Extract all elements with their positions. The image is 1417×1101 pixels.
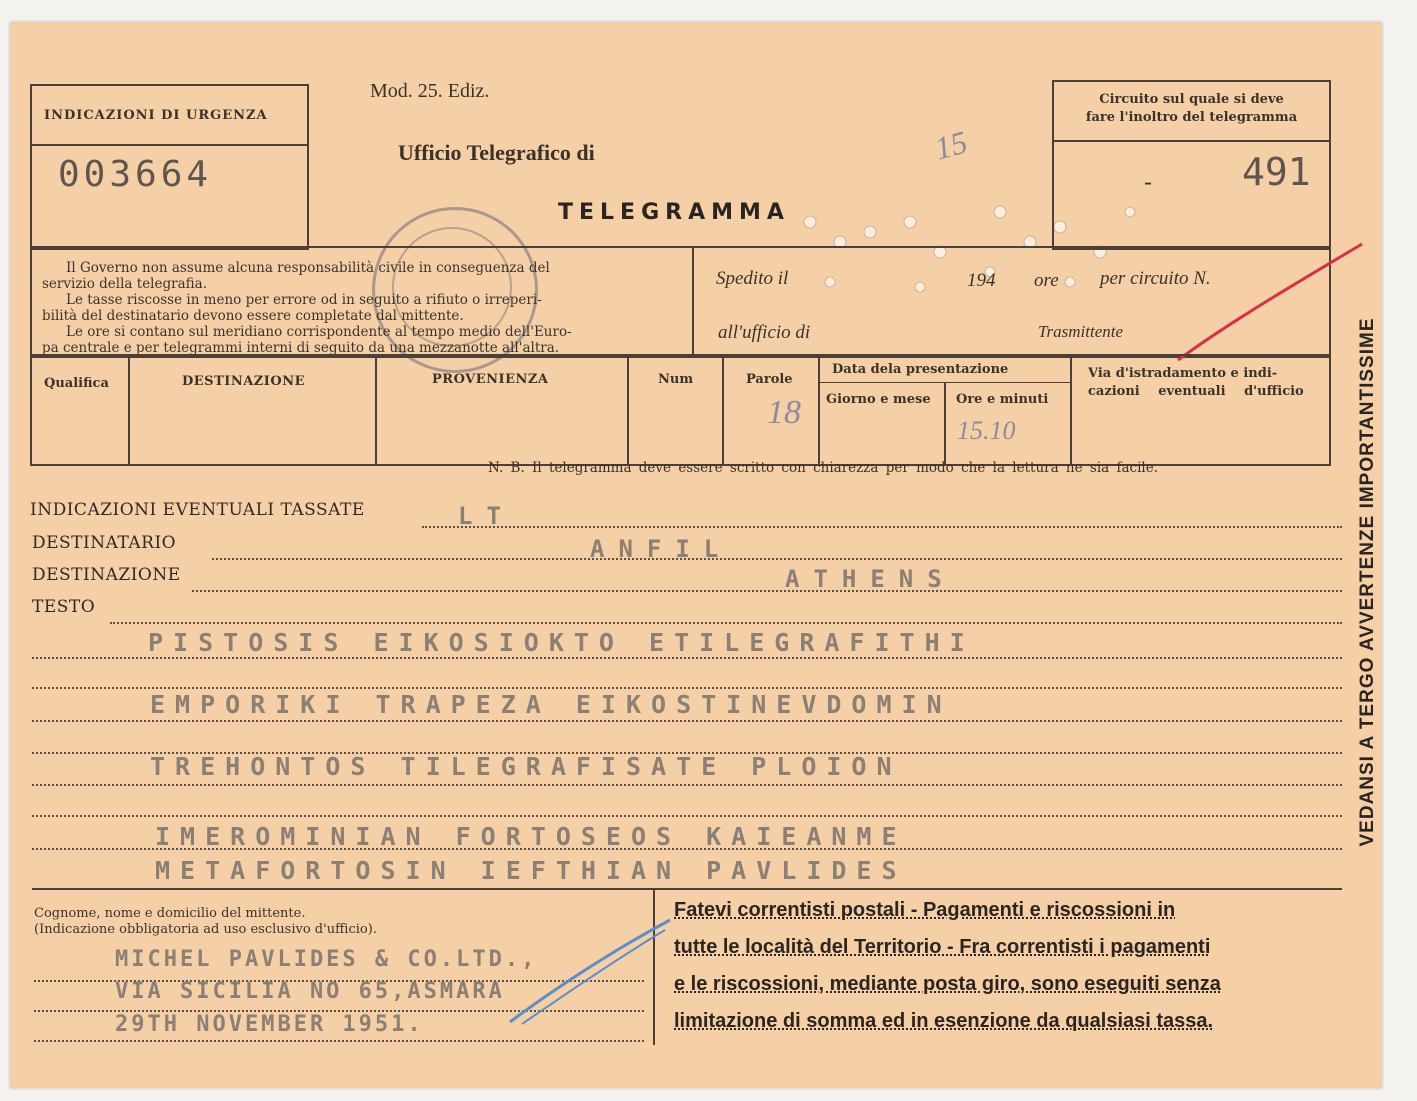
destinatario-value: ANFIL bbox=[590, 535, 733, 563]
circuit-dash: - bbox=[1144, 168, 1153, 196]
ore-value: 15.10 bbox=[957, 416, 1016, 445]
col-divider bbox=[722, 356, 724, 464]
body-line bbox=[32, 657, 1342, 659]
red-pen-stroke bbox=[1170, 232, 1370, 372]
destinazione-label: DESTINAZIONE bbox=[32, 565, 181, 585]
sender-label-2: (Indicazione obbligatoria ad uso esclusivo d'ufficio). bbox=[34, 922, 377, 937]
circuit-divider bbox=[1054, 140, 1329, 142]
col-divider bbox=[128, 356, 130, 464]
notice-line: limitazione di somma ed in esenzione da qualsiasi tassa. bbox=[674, 1010, 1214, 1032]
bottom-divider-top bbox=[32, 888, 1342, 890]
info-band bbox=[30, 246, 1331, 358]
urgency-label: INDICAZIONI DI URGENZA bbox=[44, 108, 268, 123]
col-divider bbox=[944, 382, 946, 464]
ore-minuti-header: Ore e minuti bbox=[956, 392, 1049, 407]
parole-value: 18 bbox=[767, 394, 801, 431]
data-header: Data dela presentazione bbox=[832, 362, 1009, 377]
indicazioni-label: INDICAZIONI EVENTUALI TASSATE bbox=[30, 500, 365, 520]
transmitter-label: Trasmittente bbox=[1038, 322, 1124, 341]
disclaimer-line: Le ore si contano sul meridiano corrispondente al tempo medio dell'Euro- bbox=[66, 324, 572, 340]
spedito-label: Spedito il bbox=[716, 268, 789, 289]
handwritten-mark: 15 bbox=[930, 123, 971, 167]
disclaimer-line: pa centrale e per telegrammi interni di seguito da una mezzanotte all'altra. bbox=[42, 340, 560, 356]
sender-name: MICHEL PAVLIDES & CO.LTD., bbox=[115, 947, 538, 972]
body-line bbox=[32, 720, 1342, 722]
disclaimer-line: Le tasse riscosse in meno per errore od in seguito a rifiuto o irreperi- bbox=[66, 292, 542, 308]
telegram-title: TELEGRAMMA bbox=[558, 200, 790, 225]
notice-line: Fatevi correntisti postali - Pagamenti e riscossioni in bbox=[674, 899, 1176, 921]
body-line bbox=[32, 784, 1342, 786]
office-label: Ufficio Telegrafico di bbox=[398, 140, 595, 165]
destinazione-line bbox=[192, 590, 1342, 592]
sender-label-1: Cognome, nome e domicilio del mittente. bbox=[34, 906, 306, 921]
message-line: PISTOSIS EIKOSIOKTO ETILEGRAFITHI bbox=[148, 628, 975, 657]
indicazioni-value: LT bbox=[458, 502, 515, 530]
testo-label: TESTO bbox=[32, 597, 96, 617]
circuit-number: 491 bbox=[1242, 150, 1311, 194]
destinatario-label: DESTINATARIO bbox=[32, 533, 177, 553]
provenienza-header: PROVENIENZA bbox=[432, 372, 549, 387]
spedito-ore: ore bbox=[1034, 270, 1059, 291]
via-header-2: cazioni eventuali d'ufficio bbox=[1088, 384, 1304, 399]
num-header: Num bbox=[658, 372, 694, 387]
nb-note: N. B. Il telegramma deve essere scritto con chiarezza per modo che la lettura ne sia facile. bbox=[488, 460, 1159, 476]
serial-number: 003664 bbox=[58, 154, 213, 195]
sender-address: VIA SICILIA NO 65,ASMARA bbox=[115, 979, 505, 1004]
qualifica-header: Qualifica bbox=[44, 376, 109, 391]
testo-line bbox=[110, 622, 1342, 624]
date-subheader-line bbox=[818, 382, 1070, 383]
destinazione-header: DESTINAZIONE bbox=[182, 374, 305, 389]
destinatario-line bbox=[212, 558, 1342, 560]
info-table bbox=[30, 354, 1331, 466]
side-warning-text: VEDANSI A TERGO AVVERTENZE IMPORTANTISSIME bbox=[1357, 317, 1378, 847]
model-label: Mod. 25. Ediz. bbox=[370, 80, 490, 102]
postal-notice bbox=[674, 892, 1338, 1040]
disclaimer-line: Il Governo non assume alcuna responsabilità civile in conseguenza del bbox=[66, 260, 550, 276]
col-divider bbox=[1070, 356, 1072, 464]
office-of-label: all'ufficio di bbox=[718, 322, 811, 343]
telegram-form bbox=[10, 22, 1382, 1088]
parole-header: Parole bbox=[746, 372, 793, 387]
indicazioni-line bbox=[422, 526, 1342, 528]
disclaimer-line: bilità del destinatario devono essere completate dal mittente. bbox=[42, 308, 464, 324]
urgency-box bbox=[30, 84, 309, 250]
destinazione-value: ATHENS bbox=[785, 565, 956, 593]
circuit-label-2: fare l'inoltro del telegramma bbox=[1085, 110, 1298, 125]
spedito-year: 194 bbox=[967, 270, 996, 291]
blue-pen-stroke bbox=[500, 912, 680, 1032]
side-warning bbox=[1348, 272, 1388, 892]
circuit-box bbox=[1052, 80, 1331, 250]
message-line: IMEROMINIAN FORTOSEOS KAIEANME bbox=[155, 822, 907, 851]
col-divider bbox=[375, 356, 377, 464]
sender-date: 29TH NOVEMBER 1951. bbox=[115, 1012, 424, 1037]
col-divider bbox=[818, 356, 820, 464]
info-band-divider bbox=[692, 248, 694, 356]
col-divider bbox=[627, 356, 629, 464]
body-line bbox=[32, 687, 1342, 689]
message-line: EMPORIKI TRAPEZA EIKOSTINEVDOMIN bbox=[150, 690, 952, 719]
notice-line: tutte le località del Territorio - Fra correntisti i pagamenti bbox=[674, 936, 1211, 958]
giorno-header: Giorno e mese bbox=[826, 392, 931, 407]
sender-line bbox=[34, 1040, 644, 1042]
notice-line: e le riscossioni, mediante posta giro, sono eseguiti senza bbox=[674, 973, 1221, 995]
disclaimer-line: servizio della telegrafia. bbox=[42, 276, 207, 292]
circuit-label-1: Circuito sul quale si deve bbox=[1099, 92, 1284, 107]
message-line: TREHONTOS TILEGRAFISATE PLOION bbox=[150, 752, 902, 781]
message-line: METAFORTOSIN IEFTHIAN PAVLIDES bbox=[155, 856, 907, 885]
urgency-divider bbox=[32, 144, 307, 146]
disclaimer bbox=[42, 260, 687, 356]
circuit-n-label: per circuito N. bbox=[1100, 268, 1211, 289]
body-line bbox=[32, 815, 1342, 817]
via-header-1: Via d'istradamento e indi- bbox=[1088, 366, 1278, 381]
